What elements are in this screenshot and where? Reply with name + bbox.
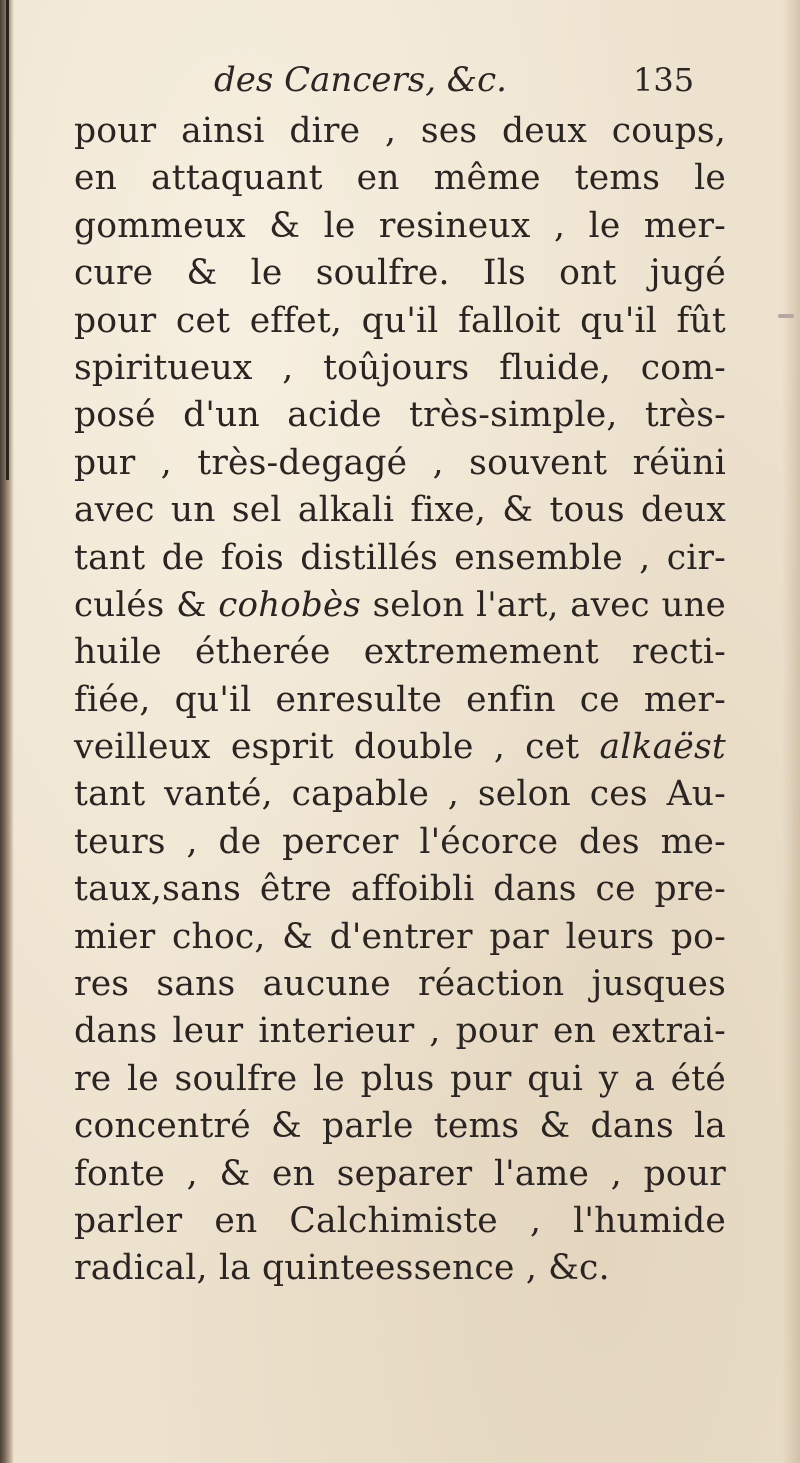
running-head-title: des Cancers, &c. xyxy=(214,60,507,100)
binding-gutter xyxy=(0,0,14,1463)
text-line: cure & le soulfre. Ils ont jugé xyxy=(74,253,726,294)
text-line: gommeux & le resineux , le mer- xyxy=(74,205,726,246)
text-line: mier choc, & d'entrer par leurs po- xyxy=(74,916,726,957)
italic-word-alkaest: alkaëst xyxy=(599,727,726,768)
text-line: pur , très-degagé , souvent réüni xyxy=(74,442,726,483)
text-line: teurs , de percer l'écorce des me- xyxy=(74,821,726,862)
page-edge-shadow xyxy=(782,0,800,1463)
text-line: pour ainsi dire , ses deux coups, xyxy=(74,111,726,151)
text-line: avec un sel alkali fixe, & tous deux xyxy=(74,490,726,531)
body-text xyxy=(74,108,726,1293)
page-number: 135 xyxy=(633,61,695,99)
text-segment: selon l'art, avec une xyxy=(360,584,726,625)
text-line: posé d'un acide très-simple, très- xyxy=(74,395,726,436)
text-line: huile étherée extremement recti- xyxy=(74,632,726,673)
text-line-with-italic xyxy=(74,582,726,629)
text-segment: culés & xyxy=(74,584,219,625)
text-segment: veilleux esprit double , cet xyxy=(74,727,600,768)
text-line: parler en Calchimiste , l'humide xyxy=(74,1200,726,1241)
text-line: fonte , & en separer l'ame , pour xyxy=(74,1153,726,1194)
margin-mark xyxy=(778,314,794,318)
text-line: taux,sans être affoibli dans ce pre- xyxy=(74,869,726,910)
text-line: fiée, qu'il enresulte enfin ce mer- xyxy=(74,679,726,720)
text-line: dans leur interieur , pour en extrai- xyxy=(74,1011,726,1052)
text-line-with-italic xyxy=(74,724,726,771)
text-line: tant vanté, capable , selon ces Au- xyxy=(74,774,726,815)
text-line: pour cet effet, qu'il falloit qu'il fût xyxy=(74,300,726,341)
text-line: tant de fois distillés ensemble , cir- xyxy=(74,537,726,578)
running-head xyxy=(0,58,800,108)
italic-word-cohobes: cohobès xyxy=(218,584,361,625)
text-line: res sans aucune réaction jusques xyxy=(74,964,726,1005)
text-line: en attaquant en même tems le xyxy=(74,158,726,199)
text-line: re le soulfre le plus pur qui y a été xyxy=(74,1058,726,1099)
text-line-last: radical, la quinteessence , &c. xyxy=(74,1248,610,1289)
text-line: concentré & parle tems & dans la xyxy=(74,1106,726,1147)
text-line: spiritueux , toûjours fluide, com- xyxy=(74,347,726,388)
